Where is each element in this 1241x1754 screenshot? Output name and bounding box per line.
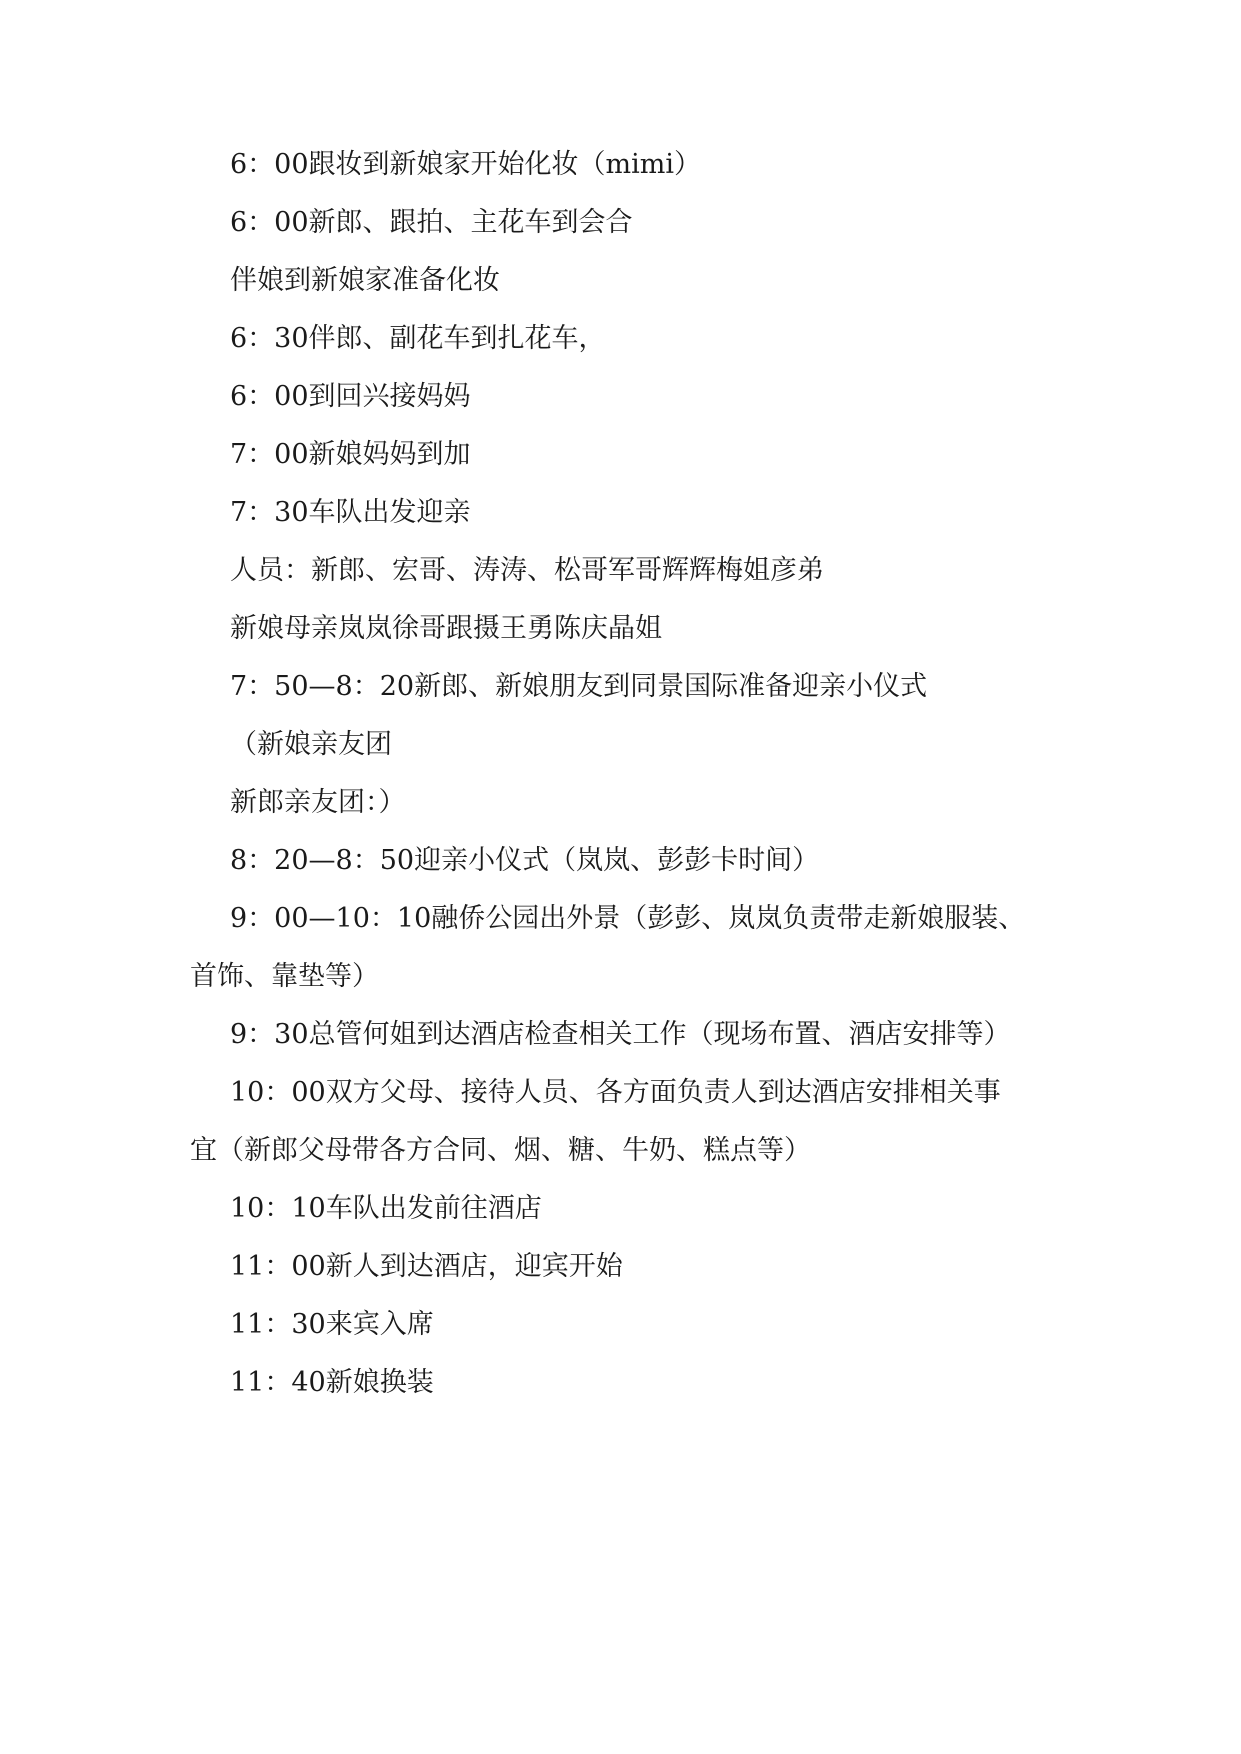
schedule-line: 新娘母亲岚岚徐哥跟摄王勇陈庆晶姐	[230, 613, 662, 644]
schedule-line: 11：30来宾入席	[230, 1309, 434, 1340]
schedule-line: 8：20—8：50迎亲小仪式（岚岚、彭彭卡时间）	[230, 845, 820, 876]
schedule-line: 伴娘到新娘家准备化妆	[230, 265, 500, 296]
schedule-line: 新郎亲友团：）	[230, 787, 406, 818]
schedule-line-continuation: 首饰、靠垫等）	[190, 961, 379, 992]
schedule-line: 11：40新娘换装	[230, 1367, 434, 1398]
schedule-line: 10：00双方父母、接待人员、各方面负责人到达酒店安排相关事	[230, 1077, 1001, 1108]
schedule-line: 11：00新人到达酒店，迎宾开始	[230, 1251, 623, 1282]
schedule-line: 6：30伴郎、副花车到扎花车，	[230, 323, 606, 354]
schedule-line-continuation: 宜（新郎父母带各方合同、烟、糖、牛奶、糕点等）	[190, 1135, 811, 1166]
schedule-line: （新娘亲友团	[230, 729, 392, 760]
schedule-line: 7：00新娘妈妈到加	[230, 439, 471, 470]
schedule-line: 6：00新郎、跟拍、主花车到会合	[230, 207, 633, 238]
schedule-line: 9：30总管何姐到达酒店检查相关工作（现场布置、酒店安排等）	[230, 1019, 1011, 1050]
schedule-line: 6：00跟妆到新娘家开始化妆（mimi）	[230, 149, 702, 180]
schedule-line: 人员：新郎、宏哥、涛涛、松哥军哥辉辉梅姐彦弟	[230, 555, 824, 586]
schedule-line: 10：10车队出发前往酒店	[230, 1193, 542, 1224]
schedule-line: 9：00—10：10融侨公园出外景（彭彭、岚岚负责带走新娘服装、	[230, 903, 1026, 934]
schedule-line: 7：50—8：20新郎、新娘朋友到同景国际准备迎亲小仪式	[230, 671, 928, 702]
schedule-line: 7：30车队出发迎亲	[230, 497, 471, 528]
schedule-line: 6：00到回兴接妈妈	[230, 381, 471, 412]
